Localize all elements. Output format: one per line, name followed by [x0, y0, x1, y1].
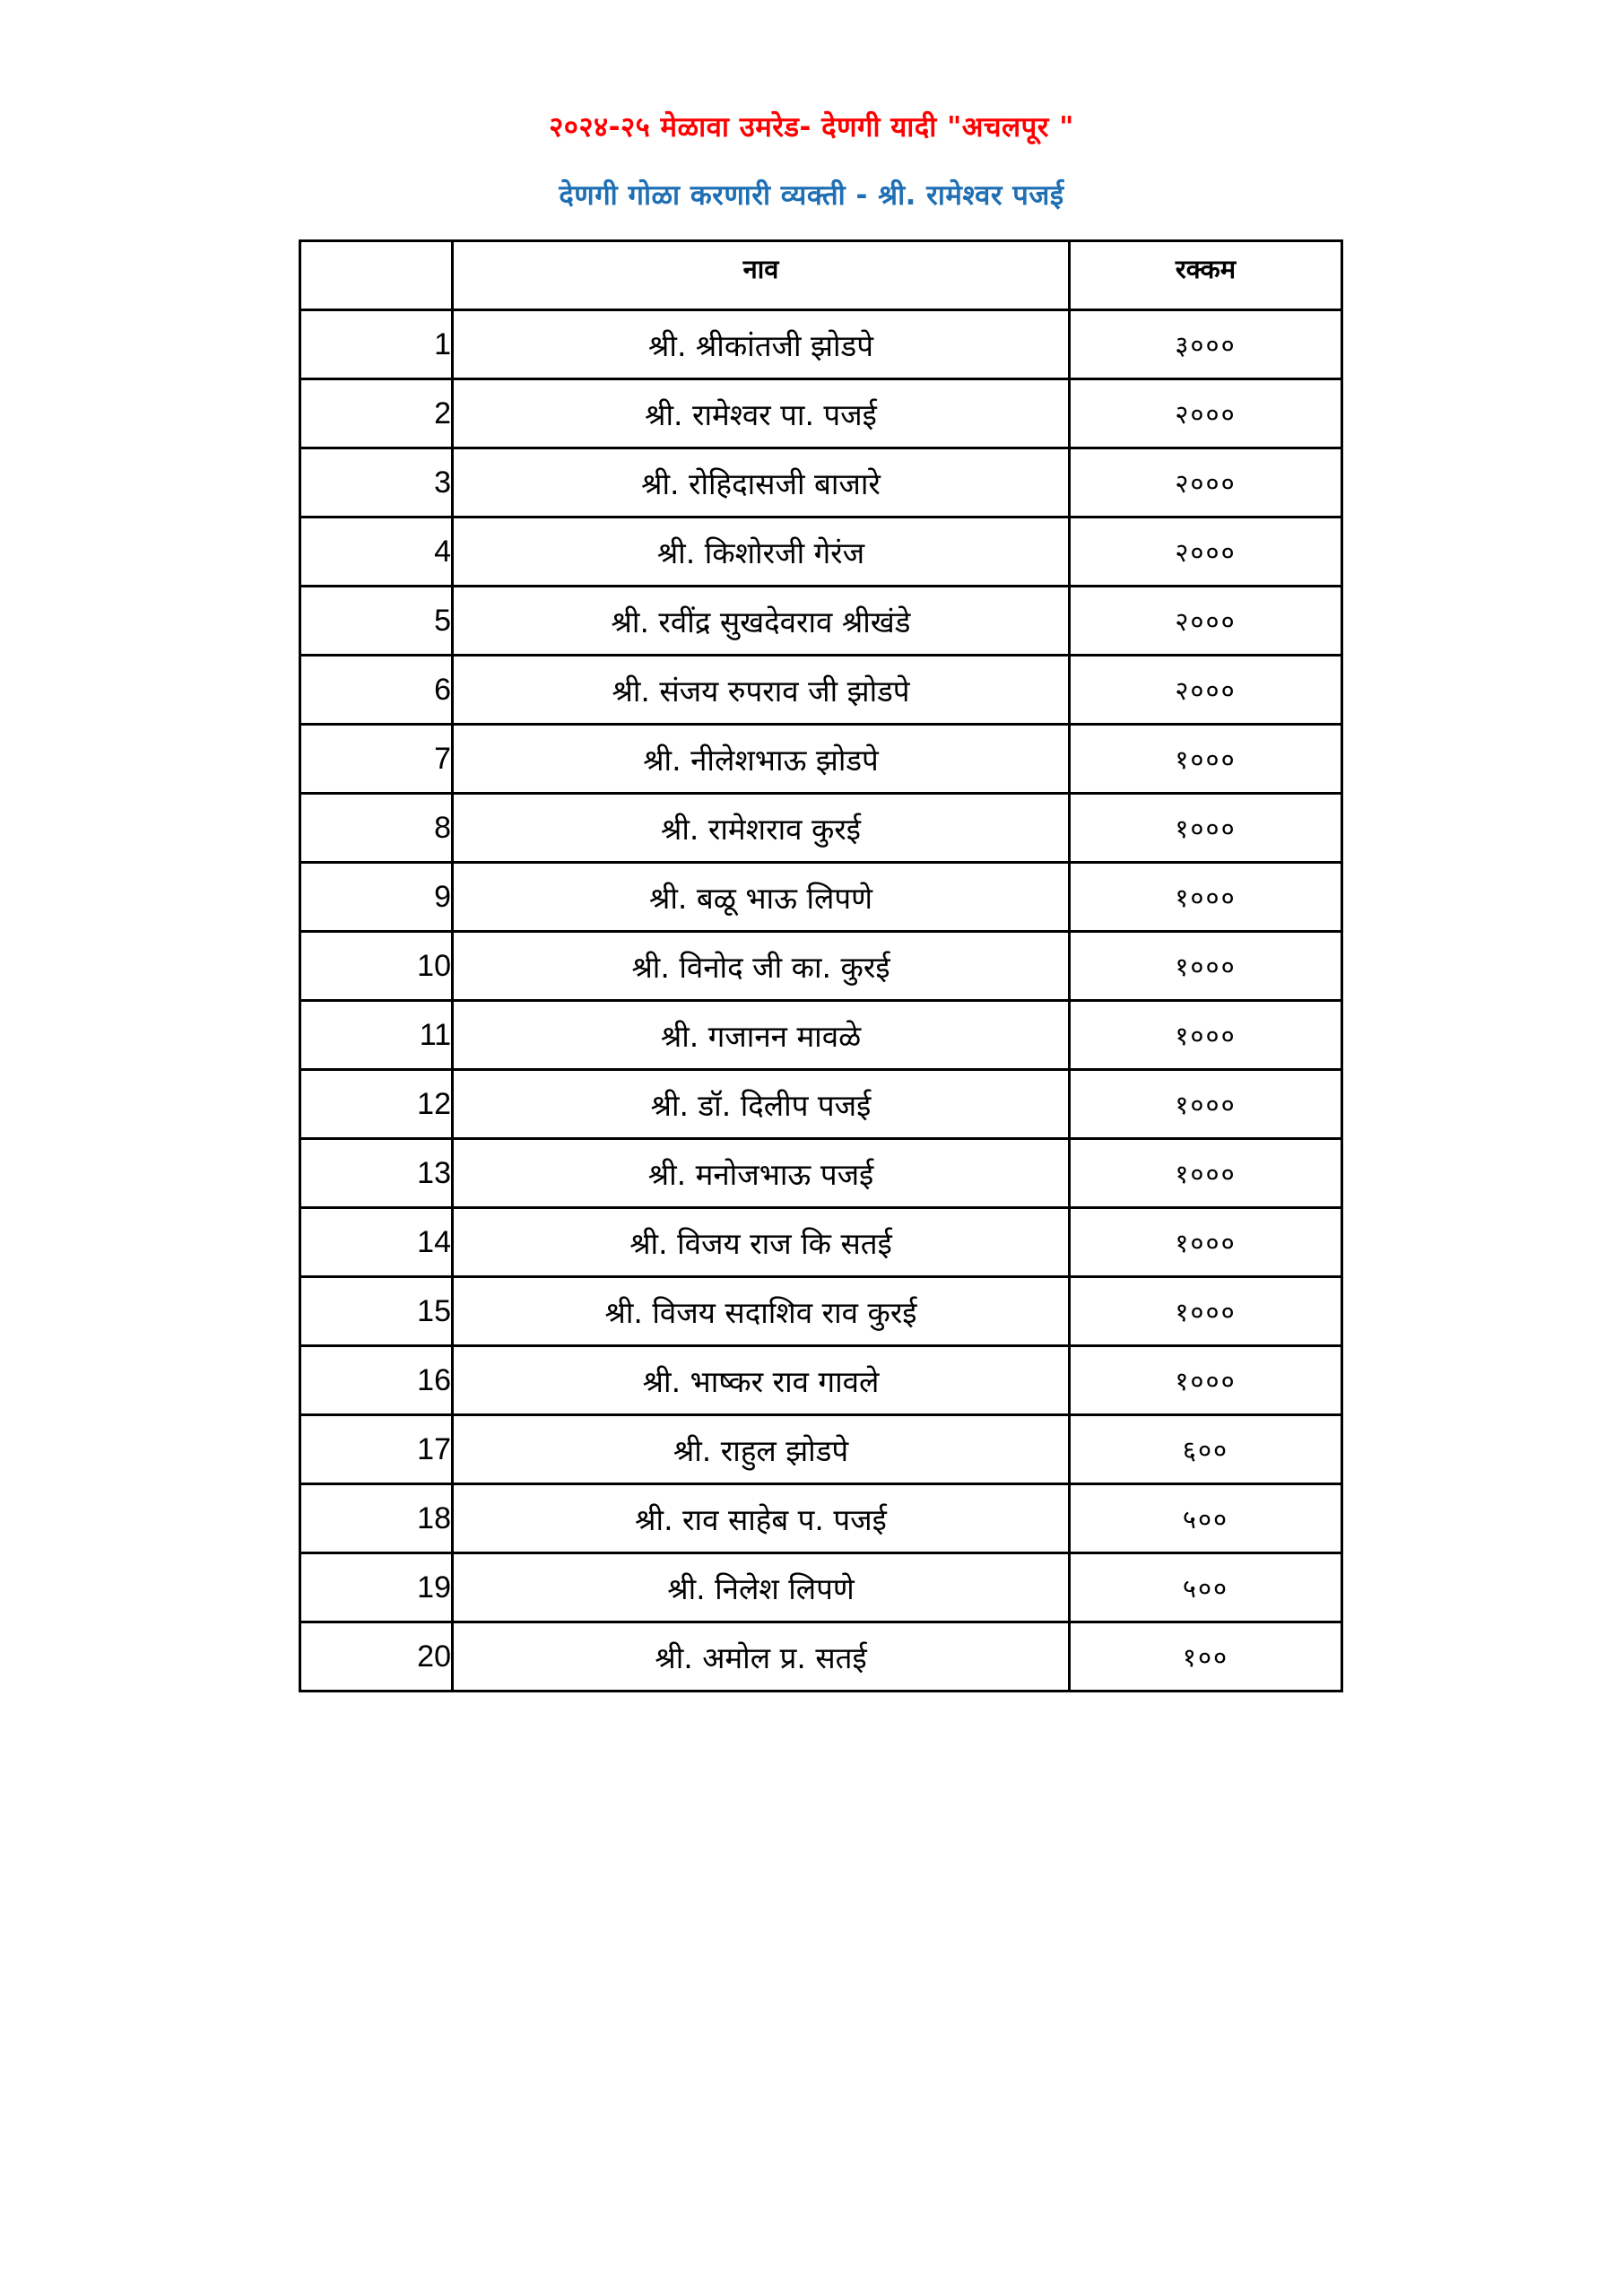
column-header-name: नाव: [453, 241, 1070, 310]
table-row: [300, 863, 1342, 932]
serial-cell: 19: [300, 1553, 453, 1622]
column-header-amount: रक्कम: [1070, 241, 1342, 310]
serial-cell: 5: [300, 587, 453, 656]
amount-cell: १०००: [1070, 1070, 1342, 1139]
serial-cell: 14: [300, 1208, 453, 1277]
donor-name-cell: श्री. विनोद जी का. कुरई: [453, 932, 1070, 1001]
donor-name-cell: श्री. गजानन मावळे: [453, 1001, 1070, 1070]
table-row: [300, 517, 1342, 587]
serial-cell: 16: [300, 1346, 453, 1415]
serial-cell: 11: [300, 1001, 453, 1070]
donor-name-cell: श्री. राव साहेब प. पजई: [453, 1484, 1070, 1553]
table-row: [300, 725, 1342, 794]
donor-name-cell: श्री. बळू भाऊ लिपणे: [453, 863, 1070, 932]
serial-cell: 18: [300, 1484, 453, 1553]
donor-name-cell: श्री. अमोल प्र. सतई: [453, 1622, 1070, 1692]
amount-cell: ६००: [1070, 1415, 1342, 1484]
table-row: [300, 1622, 1342, 1692]
donor-name-cell: श्री. रोहिदासजी बाजारे: [453, 448, 1070, 517]
amount-cell: ५००: [1070, 1553, 1342, 1622]
table-row: [300, 1208, 1342, 1277]
table-row: [300, 379, 1342, 448]
amount-cell: २०००: [1070, 587, 1342, 656]
table-row: [300, 932, 1342, 1001]
serial-cell: 20: [300, 1622, 453, 1692]
amount-cell: २०००: [1070, 379, 1342, 448]
donor-name-cell: श्री. रवींद्र सुखदेवराव श्रीखंडे: [453, 587, 1070, 656]
donation-table: [299, 239, 1343, 1692]
table-header-row: [300, 241, 1342, 310]
amount-cell: २०००: [1070, 656, 1342, 725]
donor-name-cell: श्री. राहुल झोडपे: [453, 1415, 1070, 1484]
donor-name-cell: श्री. डॉ. दिलीप पजई: [453, 1070, 1070, 1139]
donor-name-cell: श्री. विजय सदाशिव राव कुरई: [453, 1277, 1070, 1346]
table-row: [300, 1553, 1342, 1622]
amount-cell: १०००: [1070, 1001, 1342, 1070]
table-row: [300, 1001, 1342, 1070]
amount-cell: १०००: [1070, 1139, 1342, 1208]
page-subtitle: देणगी गोळा करणारी व्यक्ती - श्री. रामेश्वर पजई: [559, 179, 1064, 212]
table-row: [300, 1415, 1342, 1484]
donor-name-cell: श्री. किशोरजी गेरंज: [453, 517, 1070, 587]
table-row: [300, 1484, 1342, 1553]
serial-cell: 13: [300, 1139, 453, 1208]
amount-cell: १०००: [1070, 863, 1342, 932]
donor-name-cell: श्री. रामेश्वर पा. पजई: [453, 379, 1070, 448]
serial-cell: 7: [300, 725, 453, 794]
page-title: २०२४-२५ मेळावा उमरेड- देणगी यादी "अचलपूर ": [549, 111, 1074, 144]
table-row: [300, 310, 1342, 379]
table-row: [300, 1277, 1342, 1346]
table-row: [300, 587, 1342, 656]
serial-cell: 4: [300, 517, 453, 587]
table-row: [300, 656, 1342, 725]
donor-name-cell: श्री. विजय राज कि सतई: [453, 1208, 1070, 1277]
amount-cell: ३०००: [1070, 310, 1342, 379]
donor-name-cell: श्री. भाष्कर राव गावले: [453, 1346, 1070, 1415]
donor-name-cell: श्री. संजय रुपराव जी झोडपे: [453, 656, 1070, 725]
serial-cell: 2: [300, 379, 453, 448]
amount-cell: १०००: [1070, 794, 1342, 863]
table-row: [300, 1139, 1342, 1208]
serial-cell: 12: [300, 1070, 453, 1139]
amount-cell: २०००: [1070, 517, 1342, 587]
amount-cell: २०००: [1070, 448, 1342, 517]
donor-name-cell: श्री. मनोजभाऊ पजई: [453, 1139, 1070, 1208]
amount-cell: १०००: [1070, 1208, 1342, 1277]
table-row: [300, 448, 1342, 517]
serial-cell: 8: [300, 794, 453, 863]
serial-cell: 9: [300, 863, 453, 932]
serial-cell: 3: [300, 448, 453, 517]
amount-cell: १०००: [1070, 932, 1342, 1001]
serial-cell: 1: [300, 310, 453, 379]
amount-cell: १०००: [1070, 725, 1342, 794]
serial-cell: 15: [300, 1277, 453, 1346]
column-header-serial: [300, 241, 453, 310]
serial-cell: 10: [300, 932, 453, 1001]
donor-name-cell: श्री. नीलेशभाऊ झोडपे: [453, 725, 1070, 794]
donor-name-cell: श्री. निलेश लिपणे: [453, 1553, 1070, 1622]
amount-cell: १०००: [1070, 1277, 1342, 1346]
amount-cell: १००: [1070, 1622, 1342, 1692]
serial-cell: 17: [300, 1415, 453, 1484]
table-row: [300, 1070, 1342, 1139]
table-row: [300, 1346, 1342, 1415]
serial-cell: 6: [300, 656, 453, 725]
table-row: [300, 794, 1342, 863]
donor-name-cell: श्री. रामेशराव कुरई: [453, 794, 1070, 863]
amount-cell: १०००: [1070, 1346, 1342, 1415]
amount-cell: ५००: [1070, 1484, 1342, 1553]
donor-name-cell: श्री. श्रीकांतजी झोडपे: [453, 310, 1070, 379]
